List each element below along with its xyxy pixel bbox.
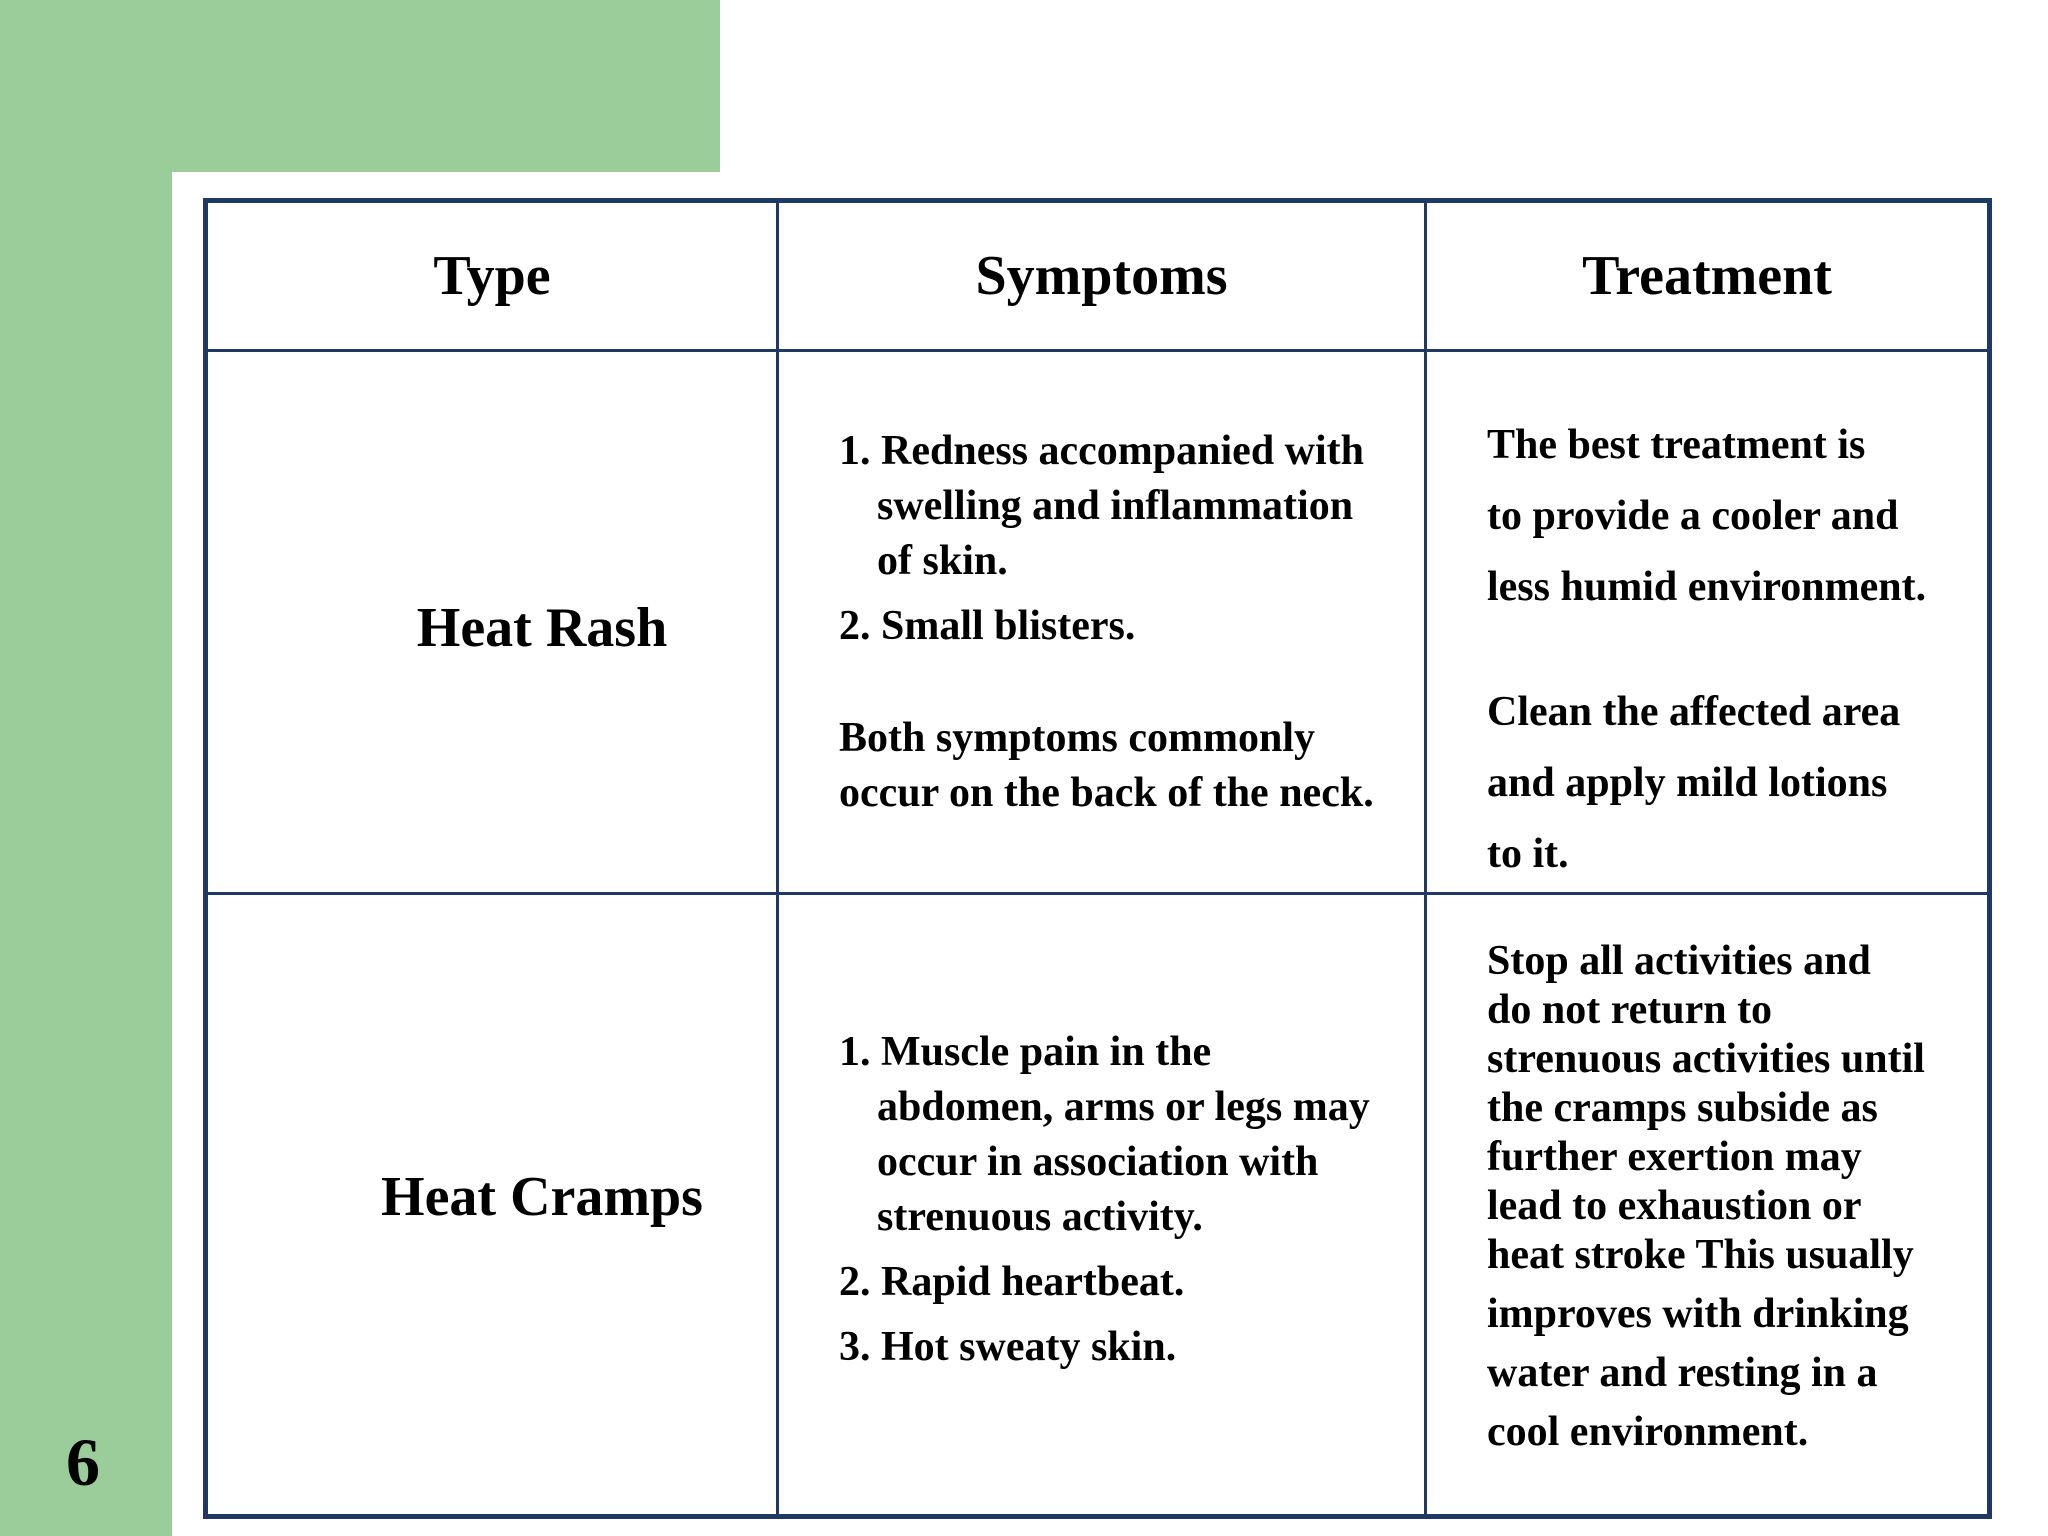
treatment-line: strenuous activities until [1487,1036,1925,1082]
table-row [206,894,1990,1517]
treatment-line: Clean the affected area [1487,689,1901,735]
symptom-number: 1. [839,428,871,474]
symptoms-note [839,711,1374,821]
treatment-line: Stop all activities and [1487,938,1871,984]
symptom-line: Redness accompanied with [881,428,1365,474]
treatment-line: do not return to [1487,987,1773,1033]
symptom-number: 2. [839,1259,871,1305]
type-cell [206,894,778,1517]
symptom-item [839,1320,1370,1375]
treatment-line: cool environment. [1487,1409,1809,1455]
note-line: Both symptoms commonly [839,715,1316,761]
treatment-cell [1426,351,1990,894]
symptom-line: swelling and inflammation [877,483,1354,529]
green-side-strip [0,0,172,1536]
treatment-line: The best treatment is [1487,422,1866,468]
type-label: Heat Cramps [381,1165,703,1228]
treatment-line: to it. [1487,831,1569,877]
table-row [206,351,1990,894]
treatment-line: the cramps subside as [1487,1085,1878,1131]
symptom-item [839,1255,1370,1310]
symptom-line: Small blisters. [881,603,1136,649]
table-header-row [206,201,1990,351]
symptom-line: Muscle pain in the [881,1029,1212,1075]
symptom-number: 3. [839,1324,871,1370]
header-symptoms: Symptoms [778,201,1426,351]
heat-illness-table [203,198,1992,1519]
treatment-line: water and resting in a [1487,1350,1878,1396]
symptom-line: Rapid heartbeat. [881,1259,1185,1305]
symptom-line: of skin. [877,538,1008,584]
treatment-line: less humid environment. [1487,564,1927,610]
treatment-line: lead to exhaustion or [1487,1183,1862,1229]
type-cell [206,351,778,894]
symptom-line: Hot sweaty skin. [881,1324,1177,1370]
symptoms-cell [778,894,1426,1517]
symptom-item [839,599,1364,654]
symptom-number: 2. [839,603,871,649]
symptom-number: 1. [839,1029,871,1075]
symptom-line: occur in association with [877,1139,1319,1185]
symptom-line: abdomen, arms or legs may [877,1084,1370,1130]
treatment-line: heat stroke This usually [1487,1232,1914,1278]
page-number: 6 [66,1424,100,1500]
treatment-paragraph [1487,677,1900,890]
symptom-item [839,424,1364,479]
header-treatment: Treatment [1426,201,1990,351]
symptom-item [839,1025,1370,1080]
treatment-paragraph [1487,410,1926,623]
symptom-list [839,1025,1370,1375]
treatment-cell [1426,894,1990,1517]
note-line: occur on the back of the neck. [839,770,1374,816]
treatment-paragraph [1487,937,1925,1457]
type-label: Heat Rash [416,597,668,659]
header-type: Type [206,201,778,351]
symptom-list [839,424,1364,654]
treatment-line: and apply mild lotions [1487,760,1888,806]
treatment-line: improves with drinking [1487,1291,1909,1337]
treatment-line: to provide a cooler and [1487,493,1899,539]
symptoms-cell [778,351,1426,894]
symptom-line: strenuous activity. [877,1194,1203,1240]
treatment-line: further exertion may [1487,1134,1862,1180]
